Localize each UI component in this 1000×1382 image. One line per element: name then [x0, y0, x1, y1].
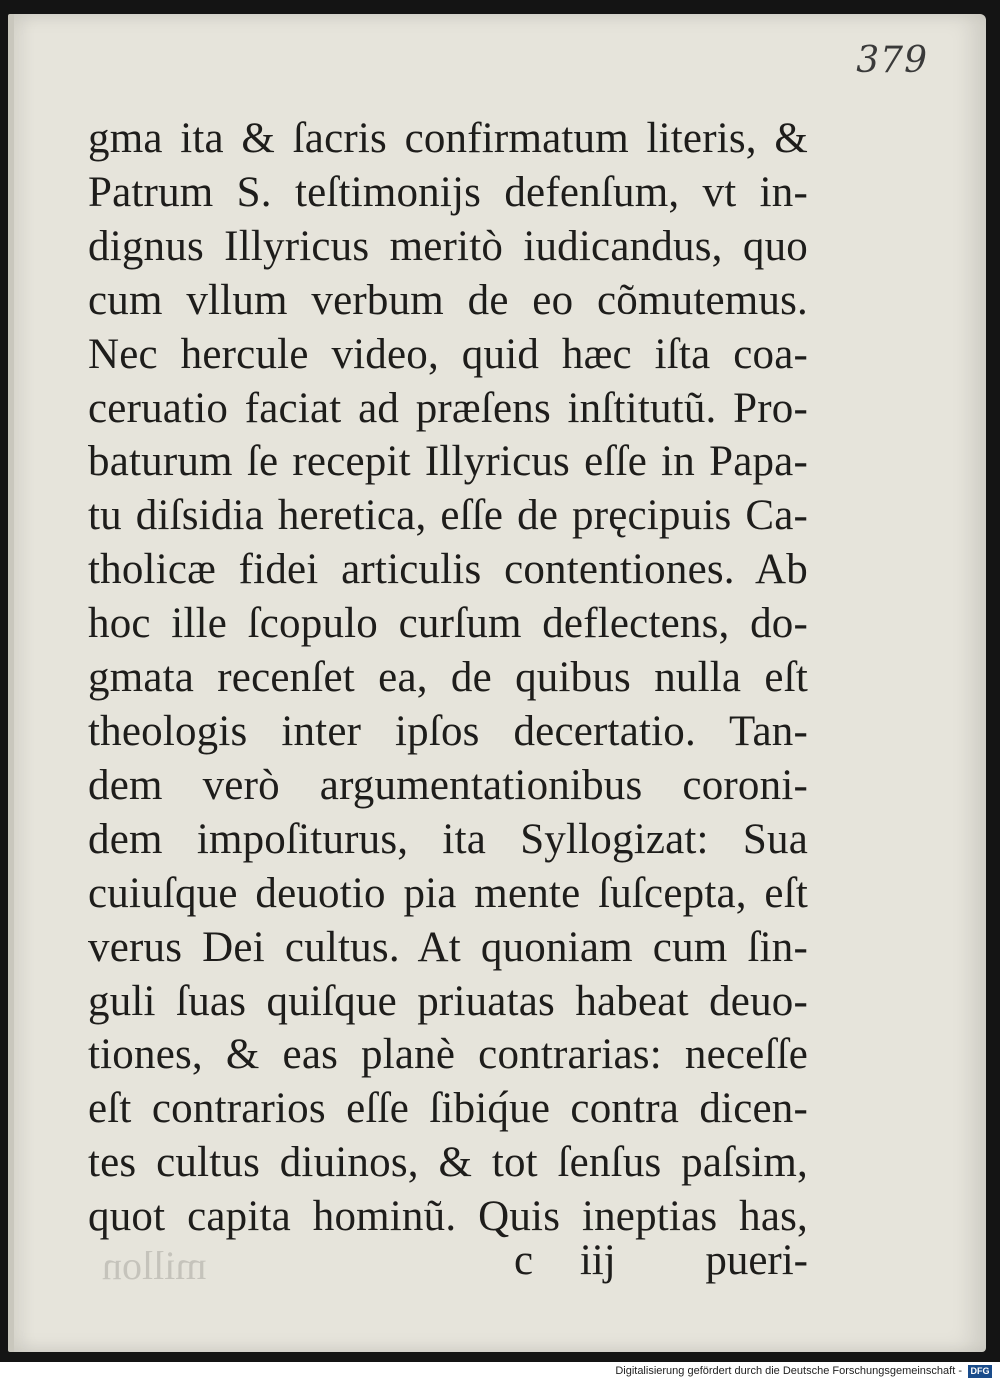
text-line: dem verò argumentationibus coroni-	[88, 761, 808, 809]
text-block	[88, 112, 808, 1244]
text-line: tu diſsidia heretica, eſſe de pręcipuis Ca-	[88, 492, 808, 540]
bleed-through-text: millon	[102, 1243, 207, 1288]
text-line: eſt contrarios eſſe ſibiq́ue contra dicen-	[88, 1085, 808, 1133]
signature-mark: c iij	[514, 1237, 616, 1284]
text-line: cuiuſque deuotio pia mente ſuſcepta, eſt	[88, 869, 808, 917]
text-line: tiones, & eas planè contrarias: neceſſe	[88, 1031, 808, 1079]
credit-text: Digitalisierung gefördert durch die Deutsche Forschungsgemeinschaft -	[615, 1365, 962, 1377]
page-footer	[96, 1236, 808, 1296]
page-number: 379	[856, 40, 928, 81]
text-line: cum vllum verbum de eo cõmutemus.	[88, 276, 808, 324]
text-line: Patrum S. teſtimonijs defenſum, vt in-	[88, 168, 808, 216]
credit-bar	[0, 1362, 1000, 1382]
text-line: dem impoſiturus, ita Syllogizat: Sua	[88, 815, 808, 863]
text-line: tholicæ fidei articulis contentiones. Ab	[88, 546, 808, 594]
text-line: dignus Illyricus meritò iudicandus, quo	[88, 222, 808, 270]
text-line: quot capita hominũ. Quis ineptias has,	[88, 1193, 808, 1241]
text-line: gmata recenſet ea, de quibus nulla eſt	[88, 654, 808, 702]
text-line: baturum ſe recepit Illyricus eſſe in Papa-	[88, 438, 808, 486]
dfg-logo: DFG	[968, 1365, 992, 1378]
text-line: gma ita & ſacris confirmatum literis, &	[88, 115, 808, 162]
book-page	[8, 14, 986, 1352]
text-line: tes cultus diuinos, & tot ſenſus paſsim,	[88, 1139, 808, 1187]
text-line: verus Dei cultus. At quoniam cum ſin-	[88, 923, 808, 971]
text-line: Nec hercule video, quid hæc iſta coa-	[88, 330, 808, 378]
text-line: theologis inter ipſos decertatio. Tan-	[88, 707, 808, 755]
text-line: guli ſuas quiſque priuatas habeat deuo-	[88, 977, 808, 1025]
catchword: pueri-	[705, 1237, 808, 1284]
text-line: ceruatio faciat ad præſens inſtitutũ. Pro-	[88, 384, 808, 432]
text-line: hoc ille ſcopulo curſum deflectens, do-	[88, 600, 808, 648]
